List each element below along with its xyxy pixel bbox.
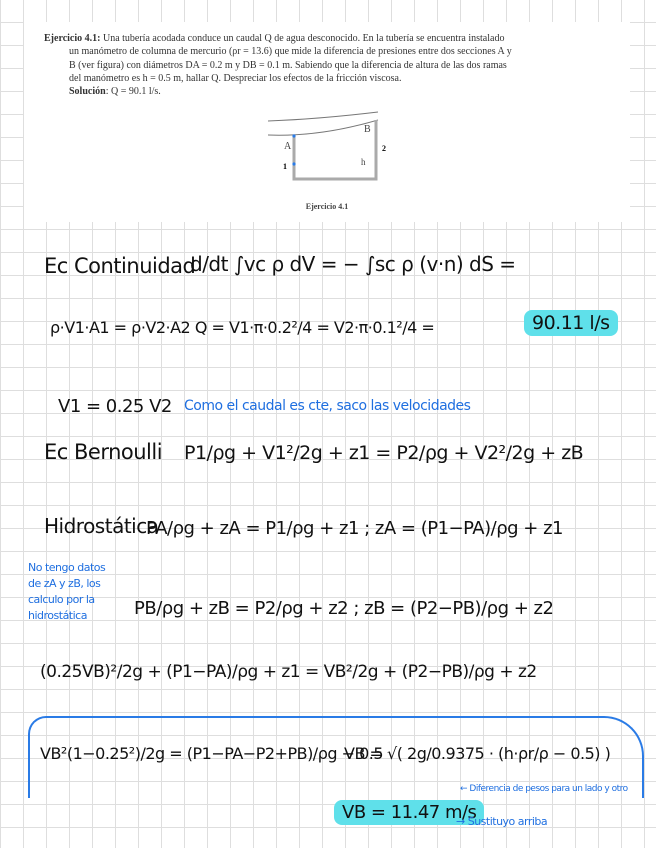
exercise-statement-image [24, 22, 630, 222]
vb-result: VB = 11.47 m/s [334, 802, 484, 823]
svg-text:A: A [284, 141, 292, 152]
exercise-label: Ejercicio 4.1: [44, 33, 101, 44]
hydrostatic-equation-1: PA/ρg + zA = P1/ρg + z1 ; zA = (P1−PA)/ρg + z1 [146, 518, 563, 539]
bernoulli-equation: P1/ρg + V1²/2g + z1 = P2/ρg + V2²/2g + zB [184, 442, 584, 464]
solution-value: : Q = 90.1 l/s. [105, 86, 161, 98]
hydrostatic-equation-2: PB/ρg + zB = P2/ρg + z2 ; zB = (P2−PB)/ρg + z2 [134, 598, 554, 619]
velocity-relation: V1 = 0.25 V2 [58, 396, 172, 417]
svg-text:1: 1 [283, 162, 287, 171]
hydrostatic-title: Hidrostática [44, 514, 159, 538]
statement-line: B (ver figura) con diámetros DA = 0.2 m y DB = 0.1 m. Sabiendo que la diferencia de altura de las dos ramas [69, 59, 507, 71]
svg-text:h: h [361, 157, 366, 167]
final-equation: VB²(1−0.25²)/2g = (P1−PA−P2+PB)/ρg − 0.5 [40, 744, 384, 763]
solution-label: Solución [69, 86, 106, 98]
continuity-equation: d/dt ∫vc ρ dV = − ∫sc ρ (v·n) dS = [190, 252, 516, 276]
figure-caption: Ejercicio 4.1 [305, 202, 349, 211]
continuity-line2: ρ·V1·A1 = ρ·V2·A2 Q = V1·π·0.2²/4 = V2·π·0.1²/4 = [50, 318, 435, 337]
hydrostatic-note: No tengo datos de zA y zB, los calculo por la hidrostática [28, 561, 106, 622]
exercise-statement [44, 32, 614, 98]
bernoulli-title: Ec Bernoulli [44, 440, 163, 464]
statement-line: Una tubería acodada conduce un caudal Q de agua desconocido. En la tubería se encuentra instalado [102, 33, 505, 44]
statement-line: un manómetro de columna de mercurio (ρr = 13.6) que mide la diferencia de presiones entre dos secciones A y [69, 46, 512, 58]
svg-text:2: 2 [382, 144, 386, 153]
pipe-manometer-figure [260, 107, 420, 187]
vb-equation: VB = √( 2g/0.9375 · (h·ρr/ρ − 0.5) ) [344, 744, 611, 763]
q-result: 90.11 l/s [524, 312, 618, 334]
vb-note: ← Diferencia de pesos para un lado y otro [460, 784, 628, 794]
velocity-note: Como el caudal es cte, saco las velocidades [184, 398, 471, 414]
svg-text:B: B [364, 124, 371, 135]
continuity-title: Ec Continuidad [44, 254, 196, 278]
vb-arrow-note: → Sustituyo arriba [456, 815, 548, 828]
combined-equation: (0.25VB)²/2g + (P1−PA)/ρg + z1 = VB²/2g + (P2−PB)/ρg + z2 [40, 662, 537, 682]
statement-line: del manómetro es h = 0.5 m, hallar Q. Despreciar los efectos de la fricción viscosa. [69, 72, 402, 84]
